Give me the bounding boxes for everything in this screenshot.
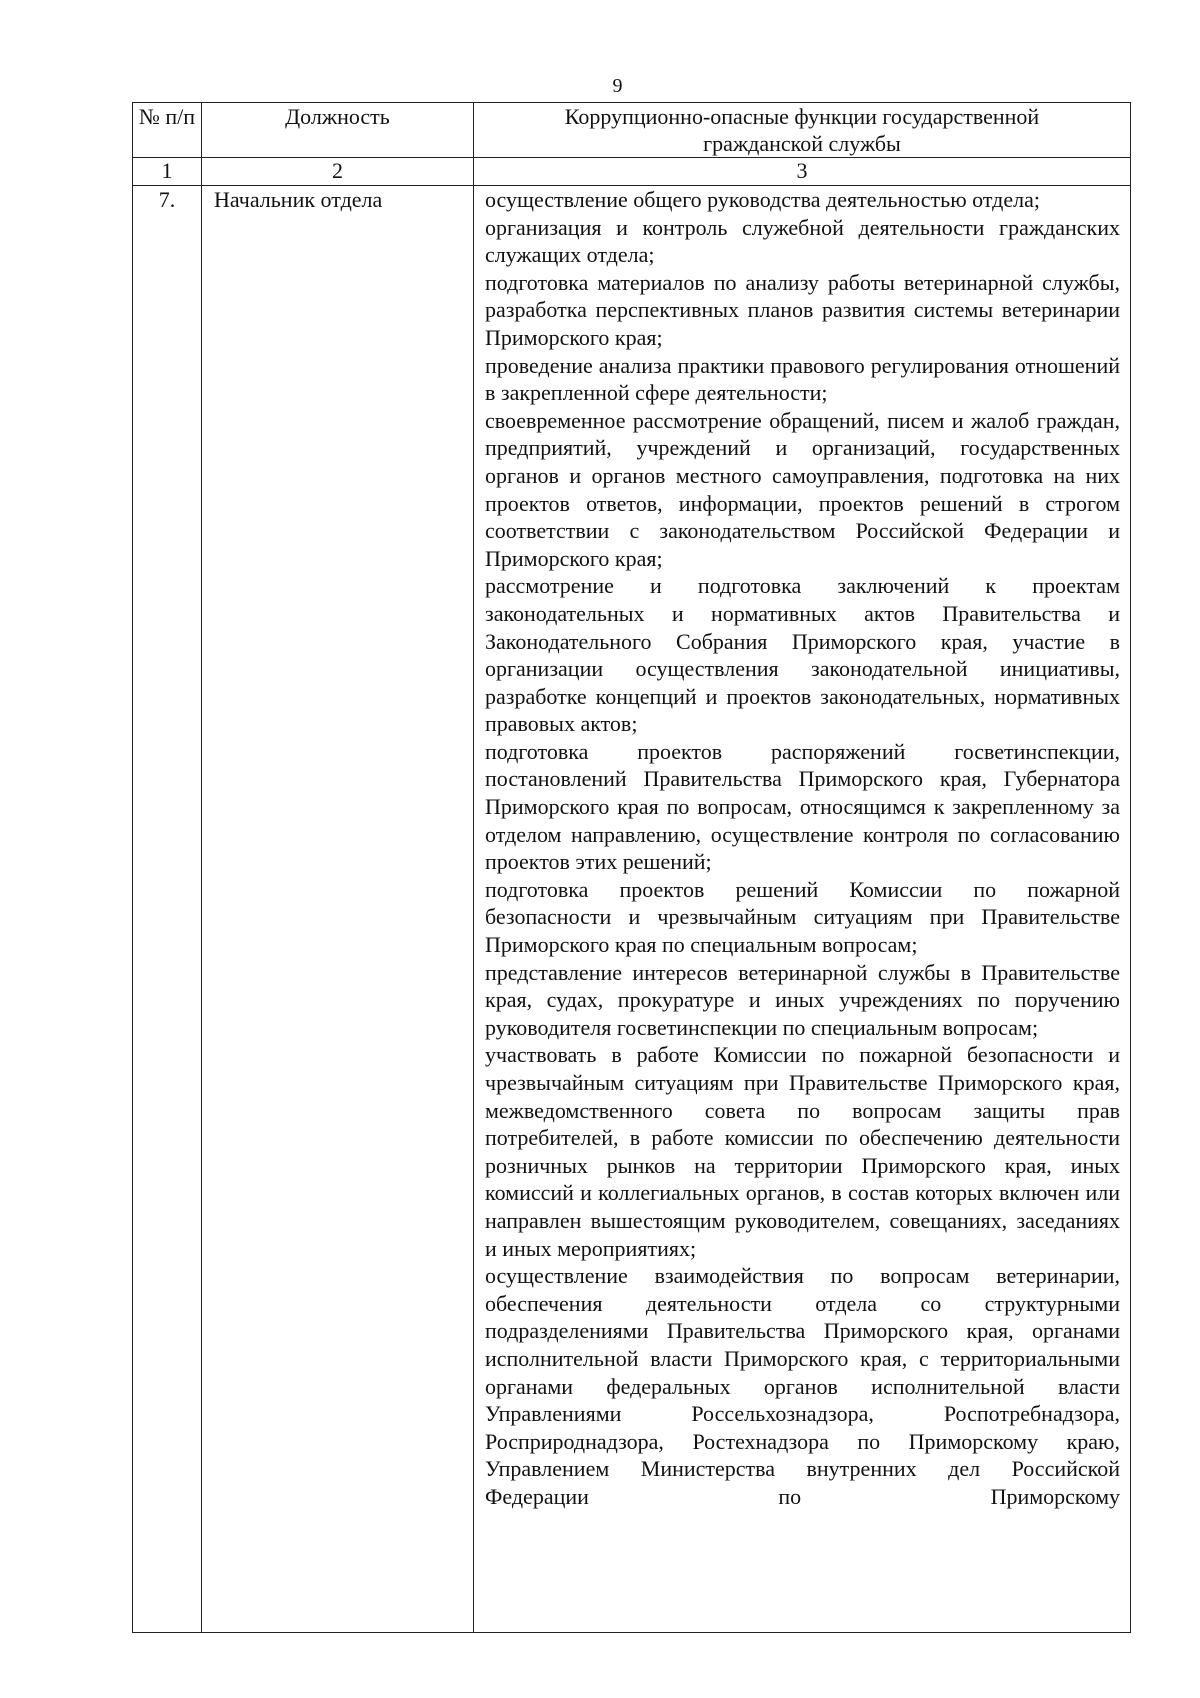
function-item: рассмотрение и подготовка заключений к проектам законодательных и нормативных актов Правительства и Законодательного Собрания Приморского края, участие в организации осуществления законодательной инициативы, разработке концепций и проектов законодательных, нормативных правовых актов; <box>485 573 1120 737</box>
row-functions <box>474 186 1131 1633</box>
corruption-functions-table <box>132 102 1131 1633</box>
column-number-2: 2 <box>202 158 474 186</box>
header-position-label: Должность <box>285 104 390 129</box>
page-number: 9 <box>612 75 623 97</box>
function-item: проведение анализа практики правового регулирования отношений в закрепленной сфере деятельности; <box>485 352 1120 406</box>
function-item: подготовка проектов распоряжений госветинспекции, постановлений Правительства Приморского края, Губернатора Приморского края по вопросам, относящимся к закрепленному за отделом направлению, осуществление контроля по согласованию проектов этих решений; <box>485 738 1120 875</box>
row-number: 7. <box>133 186 202 1633</box>
header-number-label: № п/п <box>138 104 196 129</box>
function-item: подготовка проектов решений Комиссии по пожарной безопасности и чрезвычайным ситуациям при Правительстве Приморского края по специальным вопросам; <box>485 876 1120 958</box>
header-position <box>202 103 474 158</box>
column-number-1: 1 <box>133 158 202 186</box>
table-header-row <box>133 103 1131 158</box>
function-item: участвовать в работе Комиссии по пожарной безопасности и чрезвычайным ситуациям при Правительстве Приморского края, межведомственного совета по вопросам защиты прав потребителей, в работе комиссии по обеспечению деятельности розничных рынков на территории Приморского края, иных комиссий и коллегиальных органов, в состав которых включен или направлен вышестоящим руководителем, совещаниях, заседаниях и иных мероприятиях; <box>485 1042 1120 1261</box>
function-item: осуществление взаимодействия по вопросам ветеринарии, обеспечения деятельности отдела со структурными подразделениями Правительства Приморского края, органами исполнительной власти Приморского края, с территориальными органами федеральных органов исполнительной власти Управлениями Россельхознадзора, Роспотребнадзора, Росприроднадзора, Ростехнадзора по Приморскому краю, Управлением Министерства внутренних дел Российской Федерации по Приморскому <box>485 1263 1120 1509</box>
header-functions <box>474 103 1131 158</box>
row-position: Начальник отдела <box>202 186 474 1633</box>
header-functions-label: Коррупционно-опасные функции государственной гражданской службы <box>564 104 1040 156</box>
function-item: организация и контроль служебной деятельности гражданских служащих отдела; <box>485 214 1120 268</box>
function-item: своевременное рассмотрение обращений, писем и жалоб граждан, предприятий, учреждений и организаций, государственных органов и органов местного самоуправления, подготовка на них проектов ответов, информации, проектов решений в строгом соответствии с законодательством Российской Федерации и Приморского края; <box>485 407 1120 571</box>
table-row <box>133 186 1131 1633</box>
column-number-row <box>133 158 1131 186</box>
column-number-3: 3 <box>474 158 1131 186</box>
function-item: осуществление общего руководства деятельностью отдела; <box>485 187 1040 212</box>
function-item: подготовка материалов по анализу работы ветеринарной службы, разработка перспективных планов развития системы ветеринарии Приморского края; <box>485 269 1120 350</box>
function-item: представление интересов ветеринарной службы в Правительстве края, судах, прокуратуре и иных учреждениях по поручению руководителя госветинспекции по специальным вопросам; <box>485 959 1120 1040</box>
header-number <box>133 103 202 158</box>
